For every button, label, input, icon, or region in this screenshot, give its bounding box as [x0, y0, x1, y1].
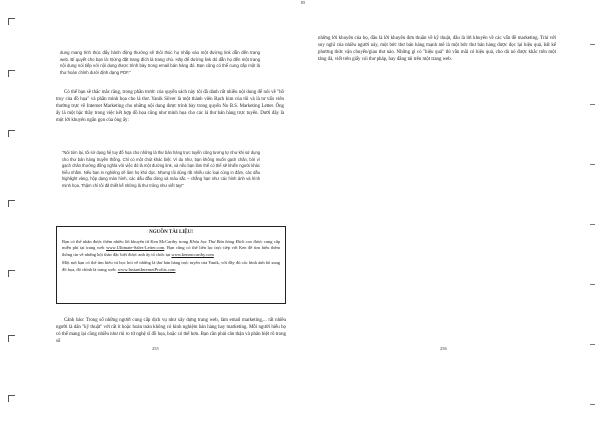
resource-link-kenmccarthy[interactable]: www.kenmccarthy.com: [171, 251, 214, 257]
right-page-number: 256: [440, 346, 447, 351]
top-page-number: 85: [300, 0, 306, 5]
resource-paragraph-2: [62, 260, 280, 273]
resource-p1-prefix: Bạn có thể nhận được thêm nhiều lời khuyên từ Ken McCarthy trong: [62, 238, 190, 244]
resource-p1-cont: . Bạn cũng có thể liên lạc trực tiếp với Ken để tìm hiểu thêm thông tin về những hội thảo đặc biệt được anh ấy tổ chức tại: [62, 245, 280, 257]
resource-link-ultimate[interactable]: www.Ultimate-Sales-Letter.com: [106, 245, 165, 250]
right-page: [318, 0, 583, 426]
resource-p1-mid: được cung cấp miễn phí tại trang web: [62, 238, 281, 250]
resource-box: [56, 226, 286, 304]
resource-book-title: Khóa học Thư Bán hàng Đích cao: [189, 238, 253, 244]
resource-p2-prefix: Một nơi bạn có thể tìm hiểu và học hỏi về những lá thư bán hàng trực tuyến của Yanik, với đầy đủ các hình ảnh bổ sung đồ họa, đó chính là trang web:: [62, 260, 280, 272]
yanik-quote: "Nói tóm lại, tôi sử dụng hệ tuy đồ họa cho những lá thư bán hàng trực tuyến cũng tương tự như khi sử dụng cho thư bán hàng truyền thống. Chỉ có một chút khác biệt. Vì dụ như, bạn không muốn gạch chân, bởi vì gạch chân thường đồng nghĩa với việc đó là một đường link, và nếu bạn làm thế có thể sẽ khiến người khác hiểu nhầm. Nếu bạn in nghiêng sẽ làm họ khó đọc. Nhưng tôi dùng rất nhiều các loại cùng in đậm, các dấu highlight vàng, hộp dạng màn hình, các dấu đầu dòng và màu sắc – chẳng hạn như các hình ảnh và hình minh họa. Thậm chí tôi đã thiết kế những lá thư trông như viết tay!": [62, 150, 260, 188]
resource-link-instantprofits[interactable]: www.InstantInternetProfits.com: [117, 266, 176, 272]
left-paragraph-1: Có thể bạn sẽ thắc mắc rằng, trong phần trước của quyển sách này tôi đã dành rất nhiều nội dung để nói về "hồ truy của đồ họa" và phần minh họa cho lá thư. Yanik Silver là một thành viên Bạch kim của tôi và là tư vấn viên thường trực về Internet Marketing cho những nội dung được trình bày trong quyển No B.S. Marketing Letter. Ông ấy là một bậc thầy trong việc kết hợp đồ họa cũng như minh họa cho các lá thư bán hàng trực tuyến. Dưới đây là một lời khuyên ngắn gọn của ông ấy:: [56, 90, 284, 123]
resource-paragraph-1: [62, 239, 280, 259]
right-paragraph-1: những lời khuyên của họ, đâu là lời khuyên đơn thuần về kỹ thuật, đâu là lời khuyên về các vấn đề marketing. Trải với suy nghĩ của nhiều người này, một bức thư bán hàng mạnh mẽ là một bức thư bán hàng được đọc lại hiệu quả, bất kể phương thức vận chuyển/giao thư nào. Những gì có "hiệu quả" thì vẫn mãi có hiệu quả, cho dù nó được khắc trên một tảng đá, viết trên giấy cói thư pháp, hay đăng tải trên một trang web.: [318, 36, 556, 62]
closing-paragraph: Cảnh báo: Trong số những người cung cấp dịch vụ như xây dựng trang web, làm email marketing,... rất nhiều người là dân "kỹ thuật" với rất ít hoặc hoàn toàn không có kinh nghiệm bán hàng hay marketing. Mỗi người hiểu họ có thể mang lại cũng nhiều như rủi ro từ nghệ sĩ đồ họa, hoặc có thể hơn. Bạn cần phải cân thận và phân biệt rõ trong số: [56, 318, 286, 344]
left-page: [20, 0, 285, 426]
resource-title: NGUỒN TÀI LIỆU!: [149, 230, 193, 235]
left-page-number: 255: [152, 346, 159, 351]
intro-block: dung mang tính thúc đẩy hành động thường sẽ thôi thúc họ nhấp vào một đường link dẫn đến trang web. Bí quyết cho bạn là: Đừng đặt trang đích là trang chủ. Hãy để đường link đó dẫn họ đến một trang nội dung nói tiếp với nội dung được trình bày trong email bán hàng đó. Bạn cũng có thể cung cấp một lá thư hoàn chỉnh dưới định dạng PDF.": [60, 50, 260, 75]
